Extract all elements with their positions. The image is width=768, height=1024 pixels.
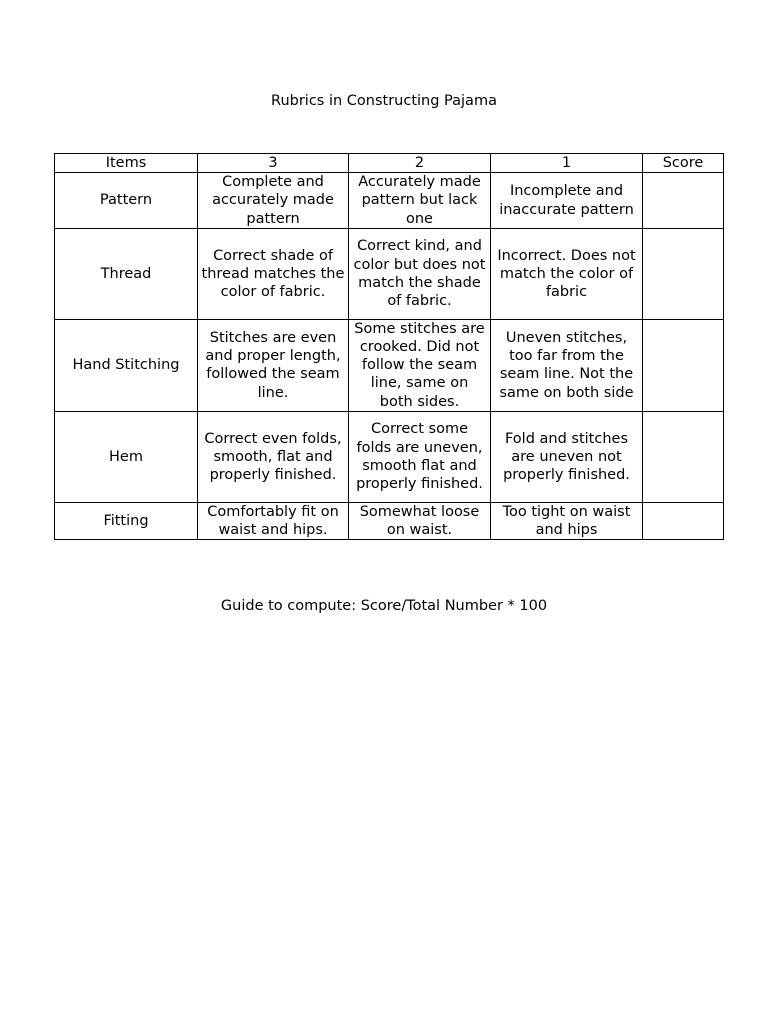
criteria-2-cell: Some stitches are crooked. Did not follow the seam line, same on both sides. bbox=[349, 319, 491, 411]
criteria-2-cell: Accurately made pattern but lack one bbox=[349, 173, 491, 229]
criteria-1-cell: Incorrect. Does not match the color of fabric bbox=[491, 228, 643, 319]
criteria-3-cell: Comfortably fit on waist and hips. bbox=[198, 502, 349, 539]
item-cell: Hem bbox=[55, 411, 198, 502]
table-header-row bbox=[55, 154, 724, 173]
criteria-1-cell: Fold and stitches are uneven not properly finished. bbox=[491, 411, 643, 502]
criteria-3-cell: Correct even folds, smooth, flat and properly finished. bbox=[198, 411, 349, 502]
criteria-3-cell: Stitches are even and proper length, followed the seam line. bbox=[198, 319, 349, 411]
header-score: Score bbox=[643, 154, 724, 173]
score-cell bbox=[643, 319, 724, 411]
header-score-1: 1 bbox=[491, 154, 643, 173]
item-cell: Thread bbox=[55, 228, 198, 319]
compute-guide: Guide to compute: Score/Total Number * 100 bbox=[220, 598, 548, 614]
item-cell: Fitting bbox=[55, 502, 198, 539]
page-title: Rubrics in Constructing Pajama bbox=[271, 93, 497, 109]
criteria-3-cell: Complete and accurately made pattern bbox=[198, 173, 349, 229]
rubric-table bbox=[54, 153, 724, 540]
table-row bbox=[55, 319, 724, 411]
header-score-2: 2 bbox=[349, 154, 491, 173]
table-row bbox=[55, 228, 724, 319]
score-cell bbox=[643, 502, 724, 539]
header-score-3: 3 bbox=[198, 154, 349, 173]
item-cell: Pattern bbox=[55, 173, 198, 229]
table-row bbox=[55, 411, 724, 502]
criteria-2-cell: Correct some folds are uneven, smooth flat and properly finished. bbox=[349, 411, 491, 502]
criteria-3-cell: Correct shade of thread matches the color of fabric. bbox=[198, 228, 349, 319]
score-cell bbox=[643, 411, 724, 502]
criteria-1-cell: Too tight on waist and hips bbox=[491, 502, 643, 539]
criteria-2-cell: Somewhat loose on waist. bbox=[349, 502, 491, 539]
criteria-2-cell: Correct kind, and color but does not match the shade of fabric. bbox=[349, 228, 491, 319]
table-row bbox=[55, 502, 724, 539]
criteria-1-cell: Incomplete and inaccurate pattern bbox=[491, 173, 643, 229]
score-cell bbox=[643, 228, 724, 319]
header-items: Items bbox=[55, 154, 198, 173]
criteria-1-cell: Uneven stitches, too far from the seam line. Not the same on both side bbox=[491, 319, 643, 411]
table-row bbox=[55, 173, 724, 229]
score-cell bbox=[643, 173, 724, 229]
item-cell: Hand Stitching bbox=[55, 319, 198, 411]
